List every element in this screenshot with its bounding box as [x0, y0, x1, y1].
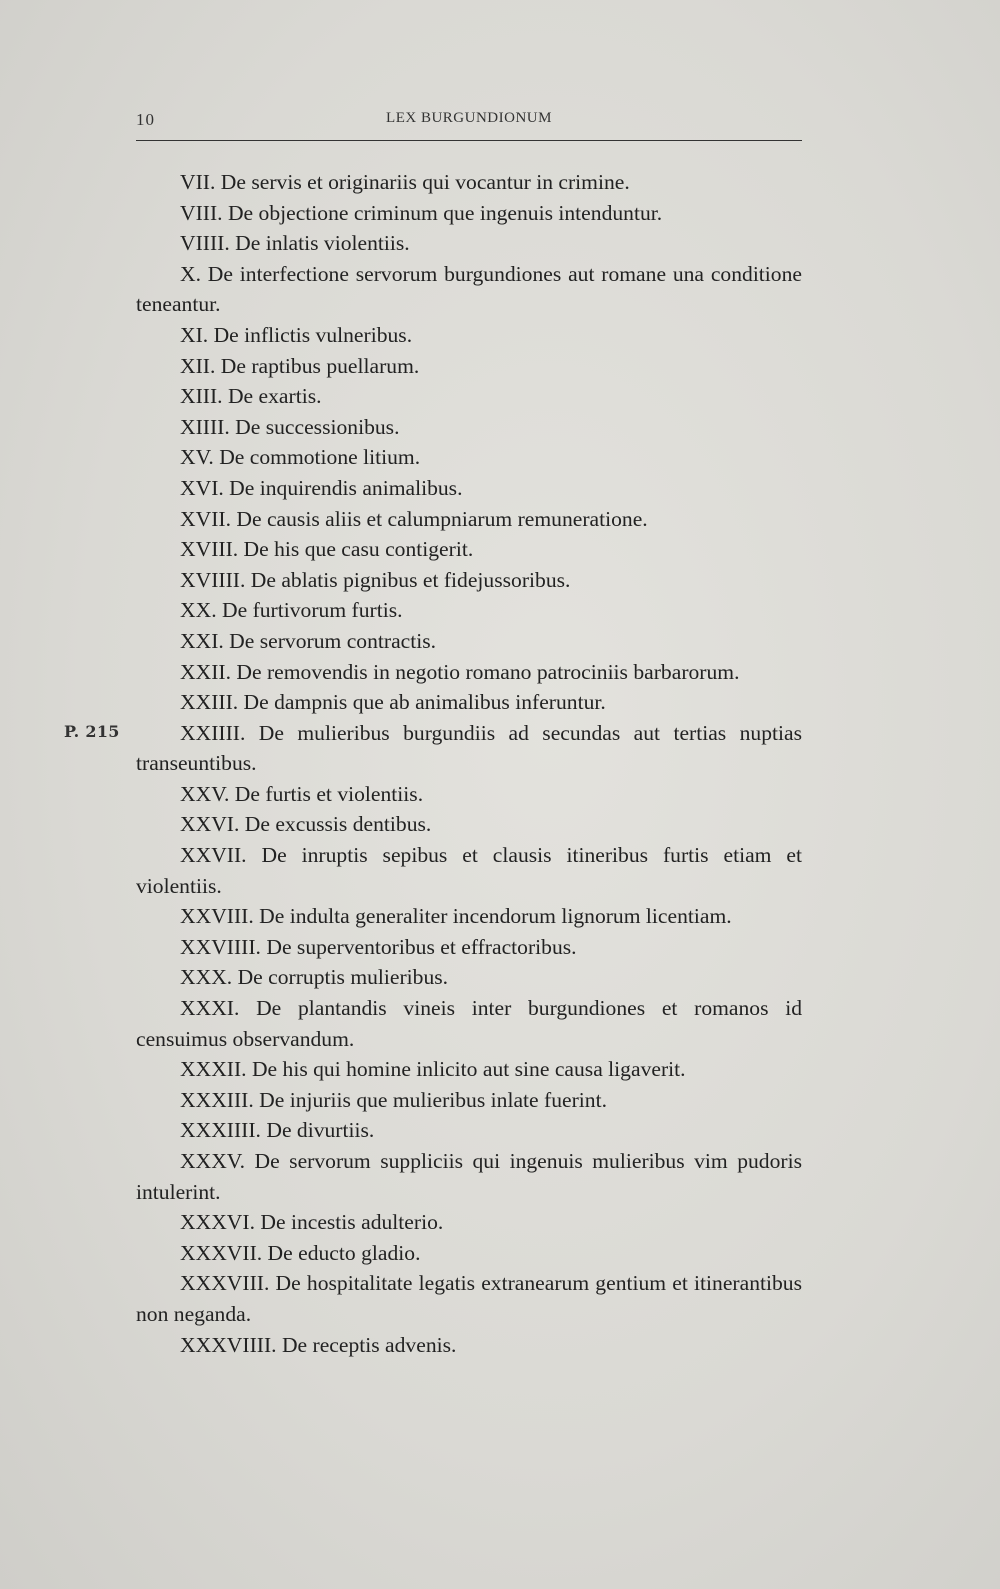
chapter-entry: XIII. De exartis. [180, 384, 322, 409]
margin-page-reference: P. 215 [64, 722, 120, 741]
chapter-entry: XXVI. De excussis dentibus. [180, 812, 432, 837]
chapter-entry: XVIIII. De ablatis pignibus et fidejussoribus. [180, 567, 571, 592]
chapter-entry: XXII. De removendis in negotio romano patrociniis barbarorum. [180, 659, 740, 684]
chapter-list [136, 167, 802, 1360]
chapter-entry: XXXVIIII. De receptis advenis. [180, 1332, 457, 1357]
chapter-entry: XXVIIII. De superventoribus et effractoribus. [180, 934, 577, 959]
chapter-entry: XX. De furtivorum furtis. [180, 598, 403, 623]
chapter-entry: XXXV. De servorum suppliciis qui ingenuis mulieribus vim pudoris intulerint. [136, 1149, 802, 1204]
chapter-entry: VIIII. De inlatis violentiis. [180, 231, 410, 256]
header-rule [136, 140, 802, 141]
chapter-entry: XXVIII. De indulta generaliter incendorum lignorum licentiam. [180, 904, 732, 929]
chapter-entry: XXIII. De dampnis que ab animalibus inferuntur. [180, 690, 606, 715]
chapter-entry: XIIII. De successionibus. [180, 414, 400, 439]
chapter-entry: XXVII. De inruptis sepibus et clausis itineribus furtis etiam et violentiis. [136, 843, 802, 898]
chapter-entry: XXX. De corruptis mulieribus. [180, 965, 449, 990]
chapter-entry: XXXVIII. De hospitalitate legatis extranearum gentium et itinerantibus non neganda. [136, 1271, 802, 1326]
chapter-entry: XI. De inflictis vulneribus. [180, 322, 413, 347]
chapter-entry: VIII. De objectione criminum que ingenuis intenduntur. [180, 200, 663, 225]
chapter-entry: XXXII. De his qui homine inlicito aut sine causa ligaverit. [180, 1057, 686, 1082]
chapter-entry: XXIIII. De mulieribus burgundiis ad secundas aut tertias nuptias transeuntibus. [136, 720, 802, 776]
chapter-entry: X. De interfectione servorum burgundiones aut romane una conditione teneantur. [136, 261, 802, 317]
chapter-entry: XII. De raptibus puellarum. [180, 353, 420, 378]
page-number: 10 [136, 110, 155, 129]
chapter-entry: XVIII. De his que casu contigerit. [180, 537, 474, 562]
running-title: LEX BURGUNDIONUM [386, 110, 552, 126]
chapter-entry: XV. De commotione litium. [180, 445, 421, 470]
chapter-entry: XXI. De servorum contractis. [180, 628, 437, 653]
chapter-entry: XXXIII. De injuriis que mulieribus inlate fuerint. [180, 1087, 607, 1112]
page-header [136, 106, 802, 146]
chapter-entry: XXXI. De plantandis vineis inter burgundiones et romanos id censuimus observandum. [136, 996, 802, 1051]
chapter-entry: XXXIIII. De divurtiis. [180, 1118, 375, 1143]
chapter-entry: VII. De servis et originariis qui vocantur in crimine. [180, 170, 630, 194]
chapter-entry: XXXVII. De educto gladio. [180, 1240, 421, 1265]
chapter-entry: XVII. De causis aliis et calumpniarum remuneratione. [180, 506, 648, 531]
chapter-entry: XVI. De inquirendis animalibus. [180, 475, 463, 500]
chapter-entry: XXV. De furtis et violentiis. [180, 781, 424, 806]
chapter-entry: XXXVI. De incestis adulterio. [180, 1210, 444, 1235]
